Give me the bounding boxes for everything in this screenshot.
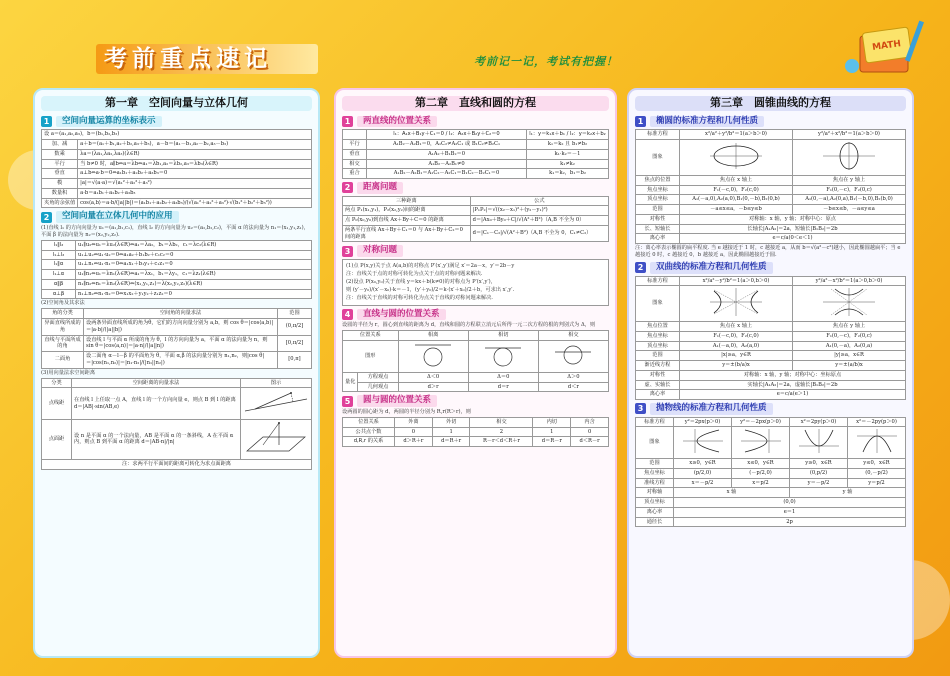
table-row: 图象 [636,427,906,459]
table-row: 标准方程 x²/a²＋y²/b²＝1(a＞b＞0) y²/a²＋x²/b²＝1(a＞b＞0) [636,130,906,140]
table-row: 标准方程 y²＝2px(p＞0) y²＝－2px(p＞0) x²＝2py(p＞0) x²＝－2py(p＞0) [636,417,906,427]
table-row: 夹角的余弦值 cos⟨a,b⟩＝a·b/(|a||b|)＝(a₁b₁＋a₂b₂＋a₃b₃)/(√(a₁²＋a₂²＋a₃²)·√(b₁²＋b₂²＋b₃²)) [42,198,312,208]
section-number: 2 [342,182,353,193]
chapter-3-panel [627,88,914,658]
table-row: 垂直 A₁A₂＋B₁B₂＝0 k₁·k₂＝－1 [343,149,609,159]
table-row: 量化 方程观点 Δ＜0 Δ＝0 Δ＞0 [343,372,609,382]
section-title: 空间向量在立体几何中的应用 [56,211,179,222]
ch2-section-4-heading [342,309,609,320]
section-intro: 设两圆的圆心距为 d，两圆的半径分别为 R,r(R＞r)，则 [342,408,471,415]
table-row: 加、减 a＋b＝(a₁＋b₁,a₂＋b₂,a₃＋b₃)，a－b＝(a₁－b₁,a₂－b₂,a₃－b₃) [42,140,312,150]
ch1-section-1-heading [41,116,312,127]
ellipse-note: 注：离心率表示椭圆的扁平程度. 当 e 越接近于 1 时，c 越接近 a，从而 b＝√(a²－c²)越小，因此椭圆越扁平；当 e 越接近 0 时，c 越接近 0，b 越接近 a，因此椭圆越接近于圆. [635,245,901,259]
table-row: 离心率 e＝1 [636,507,906,517]
chapter-3-title: 第三章 圆锥曲线的方程 [635,96,906,111]
ch1-section-2-heading [41,211,312,222]
table-row: l₁∥α u₁⊥n₁⇔u₁·n₁＝0⇔a₁x₁＋b₁y₁＋c₁z₁＝0 [42,260,312,270]
section-number: 2 [41,212,52,223]
ellipse-y-figure [793,140,906,176]
parabola-up-figure [790,427,848,459]
table-row: 两点 P₁(x₁,y₁)，P₂(x₂,y₂)间的距离 |P₁P₂|＝√((x₂－x₁)²＋(y₂－y₁)²) [343,206,609,216]
circle-circle-table: 位置关系 外离 外切 相交 内切 内含 公共点个数 0 1 2 1 0 d,R,r 的关系 d＞R＋r d＝R＋r R－r＜d＜R＋r d＝R－r d＜R－r [342,417,609,447]
section-intro: 设圆的半径为 r，圆心到直线的距离为 d，直线和圆的方程联立消元后所得一元二次方程的根的判别式为 Δ，则 [342,322,596,329]
parabola-left-figure [732,427,790,459]
table-row: 渐近线方程 y＝±(b/a)x y＝±(a/b)x [636,361,906,371]
table-row: 公共点个数 0 1 2 1 0 [343,427,609,437]
table-row: 顶点坐标 A₁(－a,0)，A₂(a,0) A₁(0,－a)，A₂(0,a) [636,341,906,351]
table-row: 焦点坐标 F₁(－c,0)，F₂(c,0) F₁(0,－c)，F₂(0,c) [636,185,906,195]
chapter-2-title: 第二章 直线和圆的方程 [342,96,609,111]
intersect-figure [538,341,608,373]
space-distance-table: 分类 空间距离的向量求法 图示 点线距 在直线 l 上任取一点 A，直线 l 的一个方向向量 e，则点 B 到 l 的距离 d＝|AB|·sin⟨AB,e⟩ 点面距 设 n 是平面 α 的一个法向量，AB 是平面 α 的一条斜线，A 在平面 α 内，则点 B 到平面 α 的距离 d＝|AB·n|/|n| 注：求两平行平面间的距离可转化为求点面距离 [41,378,312,470]
separate-figure [398,341,468,373]
table-row: 离心率 e＝c/a(0＜e＜1) [636,234,906,244]
table-row: 平行 当 b≠0 时，a∥b⇔a＝λb⇔a₁＝λb₁,a₂＝λb₂,a₃＝λb₃(λ∈R) [42,159,312,169]
parabola-right-figure [674,427,732,459]
section-number: 3 [342,246,353,257]
section-title: 椭圆的标准方程和几何性质 [650,116,764,127]
table-row: 范围 －a≤x≤a，－b≤y≤b －b≤x≤b，－a≤y≤a [636,205,906,215]
hyperbola-y-figure [793,286,906,322]
table-row: 范围 x≥0，y∈R x≤0，y∈R y≥0，x∈R y≤0，x∈R [636,459,906,469]
chapter-1-title: 第一章 空间向量与立体几何 [41,96,312,111]
table-row: 对称性 对称轴：x 轴，y 轴；对称中心：原点 [636,214,906,224]
section-number: 2 [635,262,646,273]
section-title: 直线与圆的位置关系 [357,309,446,320]
section-number: 1 [635,116,646,127]
table-row: 焦点坐标 F₁(－c,0)，F₂(c,0) F₁(0,－c)，F₂(0,c) [636,331,906,341]
line-relation-table: l₁：A₁x＋B₁y＋C₁＝0 / l₂：A₂x＋B₂y＋C₂＝0 l₁：y＝k₁x＋b₁ / l₂：y＝k₂x＋b₂ 平行 A₁B₂－A₂B₁＝0，A₁C₂≠A₂C₁ 或 B₁C₂≠B₂C₁ k₁＝k₂ 且 b₁≠b₂ 垂直 A₁A₂＋B₁B₂＝0 k₁·k₂＝－1 相交 A₁B₂－A₂B₁≠0 k₁≠k₂ 重合 A₁B₂－A₂B₁＝A₁C₂－A₂C₁＝B₁C₂－B₂C₁＝0 k₁＝k₂，b₁＝b₂ [342,129,609,179]
ch2-section-3-heading [342,245,609,256]
space-angle-table: 角的分类 空间角的向量求法 范围 异面直线所成的角 设两条异面直线所成的角为θ，它们的方向向量分别为 a,b，则 cos θ＝|cos⟨a,b⟩|＝|a·b|/(|a||b|) (0,π/2] 直线与平面所成的角 设直线 l 与平面 α 所成的角为 θ，l 的方向向量为 a，平面 α 的法向量为 n，则 sin θ＝|cos⟨a,n⟩|＝|a·n|/(|a||n|) [0,π/2] 二面角 设二面角 α－l－β 的平面角为 θ，平面 α,β 的法向量分别为 n₁,n₂，则|cos θ|＝|cos⟨n₁,n₂⟩|＝|n₁·n₂|/(|n₁||n₂|) [0,π] [41,308,312,368]
table-row: 两条平行直线 Ax＋By＋C₁＝0 与 Ax＋By＋C₂＝0 间的距离 d＝|C₁－C₂|/√(A²＋B²)（A,B 不全为 0，C₁≠C₂） [343,225,609,242]
slogan: 考前记一记，考试有把握！ [474,55,618,68]
subsection-title: (3)用向量法求空间距离 [41,369,96,376]
table-row: 准线方程 x＝－p/2 x＝p/2 y＝－p/2 y＝p/2 [636,478,906,488]
section-title: 对称问题 [357,245,403,256]
chapter-2-panel [334,88,617,658]
section-intro: (1)直线 l₁ 的方向向量为 u₁＝(a₁,b₁,c₁)，直线 l₂ 的方向向量为 u₂＝(a₂,b₂,c₂)，平面 α 的法向量为 n₁＝(x₁,y₁,z₁)，平面 β 的法向量为 n₂＝(x₂,y₂,z₂). [41,224,309,238]
section-title: 圆与圆的位置关系 [357,395,437,406]
position-relation-table [41,240,312,300]
table-row: 图象 [636,286,906,322]
section-number: 1 [41,116,52,127]
banner [96,44,318,74]
table-row: l₁∥l₂ u₁∥u₂⇔u₁＝λu₂(λ∈R)⇔a₁＝λa₂，b₁＝λb₂，c₁＝λc₂(λ∈R) [42,240,312,250]
section-number: 5 [342,396,353,407]
ellipse-table [635,129,906,244]
table-row: 点 P₀(x₀,y₀)到直线 Ax＋By＋C＝0 的距离 d＝|Ax₀＋By₀＋C|/√(A²＋B²)（A,B 不全为 0） [343,216,609,226]
distance-table: 三种距离 公式 两点 P₁(x₁,y₁)，P₂(x₂,y₂)间的距离 |P₁P₂|＝√((x₂－x₁)²＋(y₂－y₁)²) 点 P₀(x₀,y₀)到直线 Ax＋By＋C＝0 的距离 d＝|Ax₀＋By₀＋C|/√(A²＋B²)（A,B 不全为 0） 两条平行直线 Ax＋By＋C₁＝0 与 Ax＋By＋C₂＝0 间的距离 d＝|C₁－C₂|/√(A²＋B²)（A,B 不全为 0，C₁≠C₂） [342,196,609,243]
table-row: 平行 A₁B₂－A₂B₁＝0，A₁C₂≠A₂C₁ 或 B₁C₂≠B₂C₁ k₁＝k₂ 且 b₁≠b₂ [343,140,609,150]
table-row: 对称性 对称轴：x 轴，y 轴；对称中心：坐标原点 [636,370,906,380]
table-note: 注：求两平行平面间的距离可转化为求点面距离 [42,459,312,469]
table-row: 直线与平面所成的角 设直线 l 与平面 α 所成的角为 θ，l 的方向向量为 a，平面 α 的法向量为 n，则 sin θ＝|cos⟨a,n⟩|＝|a·n|/(|a||n|) [0,π/2] [42,335,312,352]
table-row: 通径长 2p [636,517,906,527]
table-row: 异面直线所成的角 设两条异面直线所成的角为θ，它们的方向向量分别为 a,b，则 cos θ＝|cos⟨a,b⟩|＝|a·b|/(|a||b|) (0,π/2] [42,319,312,336]
section-number: 3 [635,403,646,414]
symmetry-box: (1)点 P(x,y)关于点 A(a,b)的对称点 P′(x′,y′)满足 x′＝2a－x，y′＝2b－y 注：直线关于点的对称可转化为点关于点的对称问题来解决. (2)设点 P(x₀,y₀)关于直线 y＝kx＋b(k≠0)的对称点为 P′(x′,y′)， 则 (y′－y₀)/(x′－x₀)·k＝－1，(y′＋y₀)/2＝k·(x′＋x₀)/2＋b，可求出 x′,y′. 注：直线关于直线的对称可转化为点关于直线的对称问题来解决. [342,259,609,306]
section-number: 4 [342,309,353,320]
parabola-table [635,417,906,528]
table-row: 图形 [343,341,609,373]
table-row: l₁⊥l₂ u₁⊥u₂⇔u₁·u₂＝0⇔a₁a₂＋b₁b₂＋c₁c₂＝0 [42,250,312,260]
table-row: 焦点位置 焦点在 x 轴上 焦点在 y 轴上 [636,322,906,332]
table-row: 长、短轴长 长轴长|A₁A₂|＝2a，短轴长|B₁B₂|＝2b [636,224,906,234]
plane-distance-figure [241,420,312,460]
table-row: α⊥β n₁⊥n₂⇔n₁·n₂＝0⇔x₁x₂＋y₁y₂＋z₁z₂＝0 [42,289,312,299]
table-row: 点线距 在直线 l 上任取一点 A，直线 l 的一个方向向量 e，则点 B 到 l 的距离 d＝|AB|·sin⟨AB,e⟩ [42,388,312,420]
table-row: 虚、实轴长 实轴长|A₁A₂|＝2a，虚轴长|B₁B₂|＝2b [636,380,906,390]
table-row: 顶点坐标 A₁(－a,0),A₂(a,0),B₁(0,－b),B₂(0,b) A₁(0,－a),A₂(0,a),B₁(－b,0),B₂(b,0) [636,195,906,205]
section-title: 距离问题 [357,182,403,193]
table-row: 垂直 a⊥b⇔a·b＝0⇔a₁b₁＋a₂b₂＋a₃b₃＝0 [42,169,312,179]
table-row: 数量积 a·b＝a₁b₁＋a₂b₂＋a₃b₃ [42,188,312,198]
table-row: 点面距 设 n 是平面 α 的一个法向量，AB 是平面 α 的一条斜线，A 在平面 α 内，则点 B 到平面 α 的距离 d＝|AB·n|/|n| [42,420,312,460]
section-title: 空间向量运算的坐标表示 [56,116,162,127]
line-distance-figure [241,388,312,420]
table-row: 几何观点 d＞r d＝r d＜r [343,382,609,392]
section-title: 两直线的位置关系 [357,116,437,127]
math-book-illustration [840,14,930,84]
table-row: 标准方程 x²/a²－y²/b²＝1(a＞0,b＞0) y²/a²－x²/b²＝1(a＞0,b＞0) [636,276,906,286]
table-row: 模 |a|＝√(a·a)＝√(a₁²＋a₂²＋a₃²) [42,179,312,189]
table-row: d,R,r 的关系 d＞R＋r d＝R＋r R－r＜d＜R＋r d＝R－r d＜R－r [343,437,609,447]
tangent-figure [468,341,538,373]
table-row: 焦点坐标 (p/2,0) (－p/2,0) (0,p/2) (0,－p/2) [636,468,906,478]
hyperbola-table [635,276,906,401]
ch3-section-3-heading [635,403,906,414]
subsection-title: (2)空间角及其求法 [41,300,85,307]
table-row: 图象 [636,140,906,176]
section-number: 1 [342,116,353,127]
ch3-section-1-heading [635,116,906,127]
line-circle-table: 位置关系 相离 相切 相交 图形 量化 方程观点 Δ＜0 Δ＝0 Δ＞0 几何观点 d＞r d＝r d＜r [342,330,609,392]
vector-coordinate-table [41,129,312,208]
ch2-section-2-heading [342,182,609,193]
table-row: 数乘 λa＝(λa₁,λa₂,λa₃)(λ∈R) [42,149,312,159]
math-label: MATH [871,39,902,54]
ch2-section-1-heading [342,116,609,127]
ch3-section-2-heading [635,262,906,273]
table-row: l₁⊥α u₁∥n₁⇔u₁＝λn₁(λ∈R)⇔a₁＝λx₁，b₁＝λy₁，c₁＝λz₁(λ∈R) [42,270,312,280]
table-row: 离心率 e＝c/a(e＞1) [636,390,906,400]
section-title: 双曲线的标准方程和几何性质 [650,262,773,273]
table-row: 对称轴 x 轴 y 轴 [636,488,906,498]
ch2-section-5-heading [342,395,609,406]
table-row: α∥β n₁∥n₂⇔n₁＝λn₂(λ∈R)⇔(x₁,y₁,z₁)＝λ(x₂,y₂,z₂)(λ∈R) [42,279,312,289]
hyperbola-x-figure [680,286,793,322]
ellipse-x-figure [680,140,793,176]
parabola-down-figure [848,427,906,459]
table-row: 顶点坐标 (0,0) [636,498,906,508]
table-intro: 设 a＝(a₁,a₂,a₃)，b＝(b₁,b₂,b₃) [42,130,312,140]
banner-title: 考前重点速记 [104,46,272,72]
table-row: 范围 |x|≥a，y∈R |y|≥a，x∈R [636,351,906,361]
table-row: 相交 A₁B₂－A₂B₁≠0 k₁≠k₂ [343,159,609,169]
table-row: 焦点的位置 焦点在 x 轴上 焦点在 y 轴上 [636,175,906,185]
chapter-1-panel [33,88,320,658]
table-row: 二面角 设二面角 α－l－β 的平面角为 θ，平面 α,β 的法向量分别为 n₁,n₂，则|cos θ|＝|cos⟨n₁,n₂⟩|＝|n₁·n₂|/(|n₁||n₂|) [0,π] [42,352,312,369]
table-row: 重合 A₁B₂－A₂B₁＝A₁C₂－A₂C₁＝B₁C₂－B₂C₁＝0 k₁＝k₂，b₁＝b₂ [343,169,609,179]
section-title: 抛物线的标准方程和几何性质 [650,403,773,414]
